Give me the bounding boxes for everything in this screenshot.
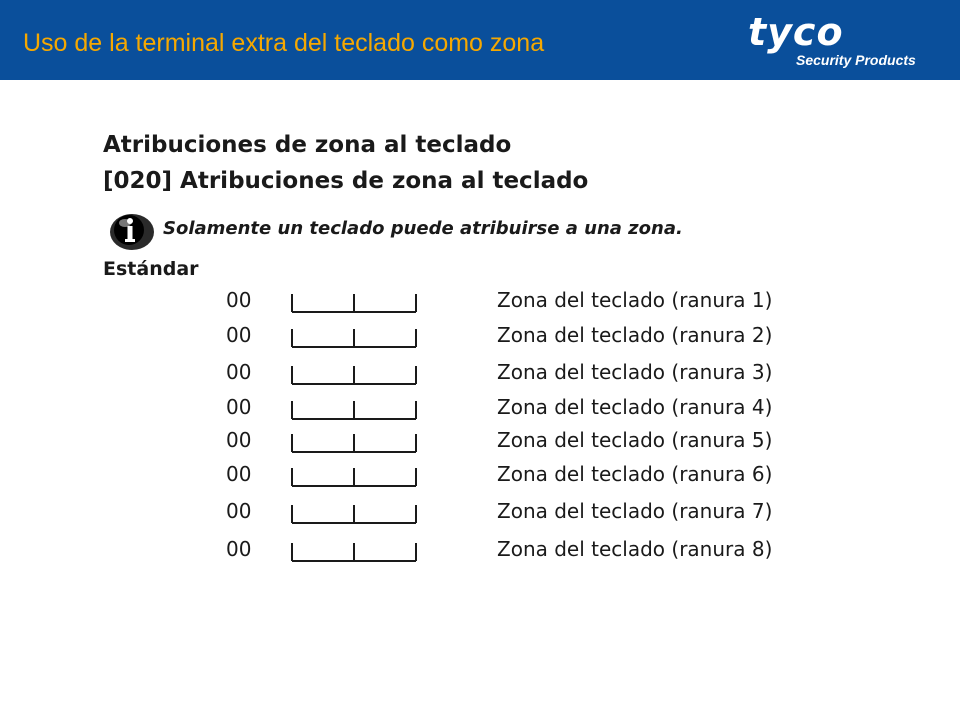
row-default-value: 00 xyxy=(226,323,252,347)
entry-boxes xyxy=(290,541,420,563)
row-default-value: 00 xyxy=(226,462,252,486)
document-heading: Atribuciones de zona al teclado xyxy=(103,132,512,158)
row-default-value: 00 xyxy=(226,499,252,523)
zone-row xyxy=(0,360,960,390)
zone-row xyxy=(0,395,960,425)
row-label: Zona del teclado (ranura 4) xyxy=(497,395,773,419)
logo-wordmark: tyco xyxy=(748,10,844,54)
slide-title: Uso de la terminal extra del teclado como zona xyxy=(23,29,545,57)
section-label: Estándar xyxy=(103,258,199,280)
row-label: Zona del teclado (ranura 1) xyxy=(497,288,773,312)
zone-row xyxy=(0,428,960,458)
info-icon xyxy=(108,210,156,252)
zone-row xyxy=(0,462,960,492)
header-bar xyxy=(0,0,960,80)
entry-boxes xyxy=(290,364,420,386)
zone-row xyxy=(0,499,960,529)
row-label: Zona del teclado (ranura 2) xyxy=(497,323,773,347)
zone-row xyxy=(0,537,960,567)
row-default-value: 00 xyxy=(226,428,252,452)
note-text: Solamente un teclado puede atribuirse a una zona. xyxy=(163,218,683,239)
entry-boxes xyxy=(290,399,420,421)
row-default-value: 00 xyxy=(226,288,252,312)
row-default-value: 00 xyxy=(226,395,252,419)
entry-boxes xyxy=(290,503,420,525)
row-label: Zona del teclado (ranura 8) xyxy=(497,537,773,561)
row-label: Zona del teclado (ranura 3) xyxy=(497,360,773,384)
entry-boxes xyxy=(290,327,420,349)
zone-row xyxy=(0,323,960,353)
entry-boxes xyxy=(290,432,420,454)
zone-row xyxy=(0,288,960,318)
entry-boxes xyxy=(290,292,420,314)
row-default-value: 00 xyxy=(226,360,252,384)
entry-boxes xyxy=(290,466,420,488)
logo-tagline: Security Products xyxy=(796,52,916,68)
row-label: Zona del teclado (ranura 7) xyxy=(497,499,773,523)
row-label: Zona del teclado (ranura 6) xyxy=(497,462,773,486)
row-default-value: 00 xyxy=(226,537,252,561)
row-label: Zona del teclado (ranura 5) xyxy=(497,428,773,452)
tyco-logo xyxy=(748,12,938,72)
document-subheading: [020] Atribuciones de zona al teclado xyxy=(103,168,589,194)
